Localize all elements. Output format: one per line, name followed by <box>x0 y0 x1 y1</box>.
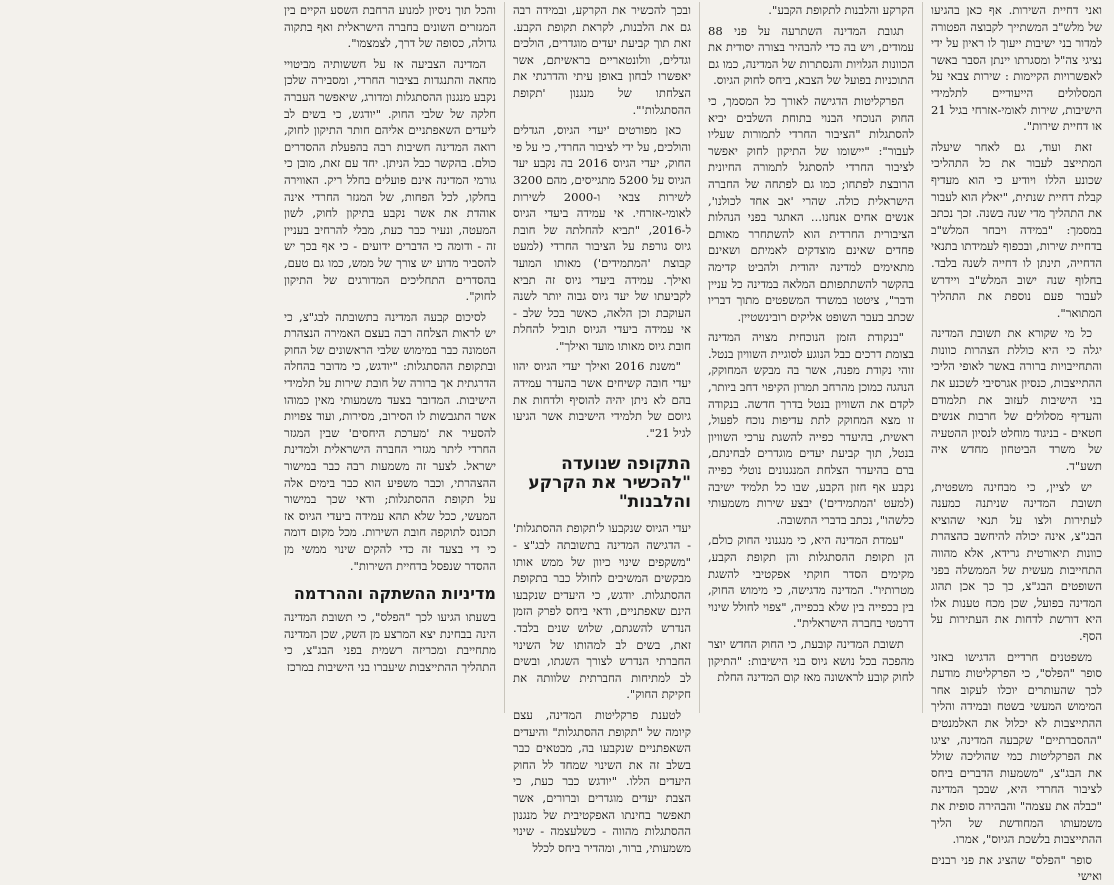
article-paragraph: תשובת המדינה קובעת, כי החוק החדש יוצר מהפכה בכל נושא גיוס בני הישיבות: "התיקון לחוק קובע לראשונה מאז קום המדינה החלת <box>708 636 914 685</box>
column-3 <box>504 2 699 855</box>
article-paragraph: משפטנים חרדיים הדגישו באזני סופר "הפלס", כי הפרקליטות מודעת לכך שהעותרים יוכלו לעקוב אחר המימוש המעשי בשטח ובמידה והליך ההתייצבות לא יכלול את האלמנטים "ההסברתיים" שקבעה המדינה, יציגו את הפרקליטות כמי שהוליכה שולל את הבג"צ, "משמעות הדברים ביחס לציבור החרדי היא, שבכך המדינה "כבלה את עצמה" והבהירה סופית את משמעותו המחודשת של הליך ההתייצבות בלשכת הגיוס", אמרו. <box>931 649 1102 847</box>
article-paragraph: ואני דחיית השירות. אף כאן בהגיעו של מלש"ב המשתייך לקבוצה הפטורה למדור בני ישיבות ייעוך לו ראיון על ידי נציגי צה"ל ומסגרתו יינתן הסבר באשר לאפשרויות הקיימות : שירות צבאי על המסלולים הייעודיים לתלמידי הישיבות, שירות לאומי-אזרחי בגיל 21 או דחיית שירות". <box>931 3 1102 134</box>
column-1 <box>922 2 1110 884</box>
article-paragraph: תגובת המדינה השתרעה על פני 88 עמודים, ויש בה כדי להבהיר בצורה יסודית את הכוונות הגלויות והנסתרות של המדינה, כמו גם התוכניות בפועל של הצבא, ביחס לחוק הגיוס. <box>708 23 914 88</box>
article-paragraph: "בנקודת הזמן הנוכחית מצויה המדינה בצומת דרכים כבל הנוגע לסוגיית השוויון בנטל. זוהי נקודת מפנה, אשר בה מבקש המחוקק, הנהגה כמוכן מהרחב תמרון הקיפוי דחב ביותר, לקדם את השוויון בנטל בדרך חדשה. בנקודה זו מצא המחוקק לתת עדיפות נוכח לפעול, ראשית, בהיעדר כפייה להשגת ערכי השוויון בנטל, תוך קביעת יעדים מוגדרים לבחינתם, ברם בהיעדר הצלחת המנגנונים נוטלי כפייה נקבע אף חזון הקבע, שבו כל תלמיד ישיבה (למעט 'המתמידים') יבצע שירות משמעותי כלשהו", נכתב בדברי התשובה. <box>708 330 914 527</box>
article-paragraph: "עמדת המדינה היא, כי מנגנוני החוק כולם, הן תקופת ההסתגלות והן תקופת הקבע, מקימים הסדר חוקתי אפקטיבי להשגת מטרותיו". המדינה מדגישה, כי מימוש החוק, בין בכפייה בין שלא בכפייה, "צפוי לחולל שינוי דרמטי בחברה הישראלית". <box>708 533 914 631</box>
article-paragraph: המדינה הצביעה אז על חששותיה מביטויי מחאה והתנגדות בציבור החרדי, ומסבירה שלכן נקבע מנגנון ההסתגלות ומדורג, שיאפשר העברה חלקה של שלבי החוק. "יודגש, כי בשים לב ליעדים השאפתניים אליהם חותר התיקון לחוק, רואה המדינה חשיבות רבה בהפעלת ההסדרים כולם. בהקשר כבל הניתן. יחד עם זאת, מובן כי גורמי המדינה אינם פועלים בחלל ריק. האווירה בחלקו, לכל הפחות, של המגזר החרדי אינה אוהדת את אשר נקבע בתיקון לחוק, לשון המעטה, ונעיר כבר כעת, מבלי להרחיב בעניין זה - ודומה כי הדברים ידועים - כי אף בכך יש להסביר מדוע יש צורך של ממש, כמו גם טעם, בהסדרים התחליכים המדורגים של התיקון לחוק". <box>284 56 496 304</box>
column-4 <box>276 2 504 713</box>
article-paragraph: כאן מפורטים 'יעדי הגיוס, הגדלים והולכים, על ידי לציבור החרדי, כי על פי החוק, יעדי הגיוס 2016 בה נקבע יעד הגיוס על 5200 מתגייסים, מהם 3200 לשירות צבאי ו-2000 לשירות לאומי-אזרחי. אי עמידה ביעדי הגיוס ל-2016, "תביא להחלתה של חובת גיוס גורפת על הציבור החרדי (למעט קבוצת 'המתמידים') מאותו המועד ואילך. עמידה ביעדי גיוס זה תביא לקביעתו של יעד גיוס גבוה יותר לשנה העוקבת וכן הלאה, כאשר בכל שלב - אי עמידה ביעדי הגיוס תוביל להחלת חובת גיוס מאותו מועד ואילך". <box>513 123 691 353</box>
article-paragraph: הקרקע והלבנות לתקופת הקבע". <box>768 3 914 17</box>
article-paragraph: הפרקליטות הדגישה לאורך כל המסמך, כי החוק הנוכחי הבנוי בתוחת השלבים יביא להסתגלות "הציבור החרדי לתמורות שעליו לעבור": "יישומו של התיקון לחוק יאפשר לציבור החרדי להסתגל לתמורה החיונית הרובצת לפתחו; כמו גם לפתחה של החברה הישראלית כולה. שהרי 'אב אחד לכולנו', אנשים אחים אנחנו... האתגר בפני הנהלות הציבורית החרדית הוא להשתחרר מאותם פחדים שאינם מוצדקים לאמיתם ושאינם מתאימים למדינה יהודית ולהביט קדימה בהקשר להשתתפותם המלאה במדינה כל עניין ודבר", ציטטו במשרד המשפטים מתוך דבריו שכתב בעבר השופט אליקים רובינשטיין. <box>708 93 914 324</box>
article-paragraph: יש לציין, כי מבחינה משפטית, תשובת המדינה שניתנה כמענה לעתירות ולצו על תנאי שהוציא הבג"צ, אינה יכולה להיחשב כהצהרת כוונות תיאורטית גרידא, אלא מהווה התחייבות מעשית של הממשלה בפני השופטים הבג"צ, כך כך אכן תהוג המדינה בפועל, שכן מכח טענות אלו היא דורשת לדחות את העתירות על הסף. <box>931 479 1102 643</box>
article-paragraph: יעדי הגיוס שנקבעו ל'תקופת ההסתגלות' - הדגישה המדינה בתשובתה לבג"צ - "משקפים שינוי כיוון של ממש אותו מבקשים המשיבים לחולל כבר בתקופת ההסתגלות. יודגש, כי היעדים שנקבעו הינם שאפתניים, ודאי ביחס לפרק הזמן הנדרש להשגתם, שלוש שנים בלבד. זאת, בשים לב למהותו של השינוי החברתי הנדרש לצורך השגתו, ובשים לב למתיחות החברתית שלוותה את חקיקת החוק". <box>513 521 691 702</box>
article-paragraph: סופר "הפלס" שהציג את פני רבנים ואישי <box>931 852 1102 884</box>
article-paragraph: כל מי שקורא את תשובת המדינה יגלה כי היא כוללת הצהרות כוונות והתחייבויות ברורה באשר לאופי הליכי ההתייצבות, כנסיון אגרסיבי לשכנע את בני הישיבות לעזוב את תלמודם והעדיף מסלולים של חרבות אנשים חטאים - בניגוד מוחלט לנסיון ההטעיה של משרד הביטחון מחדש איה תשע"ד. <box>931 326 1102 474</box>
section-subheading: מדיניות ההשתקה וההרדמה <box>293 584 496 604</box>
article-paragraph: לטענת פרקליטות המדינה, עצם קיומה של "תקופת ההסתגלות" והיעדים השאפתניים שנקבעו בה, מבטאים כבר בשלב זה את השינוי שמחד לל החוק היעדים הללו. "יודגש כבר כעת, כי הצבת יעדים מוגדרים וברורים, אשר תאפשר בחינתו האפקטיבית של מנגנון ההסתגלות מהווה - כשלעצמה - שינוי משמעותי, ברור, ומהדיר ביחס לכלל <box>513 707 691 855</box>
column-2 <box>699 2 922 713</box>
article-paragraph: ובכך להכשיר את הקרקע, ובמידה רבה גם את הלבנות, לקראת תקופת הקבע. זאת תוך קביעת יעדים מוגדרים, הולכים וגדלים, וולונטאריים בראשיתם, אשר יאפשרו לבחון באופן עיתי והדרגתי את הצלחתו של מנגנון 'תקופת ההסתגלות'". <box>513 3 691 117</box>
article-paragraph: לסיכום קבעה המדינה בתשובתה לבג"צ, כי יש לראות הצלחה רבה בעצם האמירה הנצהרת הטמונה כבר במימוש שלבי הראשונים של החוק ובתקופת ההסתגלות: "יודגש, כי מדובר בהחלה הדרגתית אך ברורה של חובת שירות על תלמידי הישיבות. המדובר בצעד משמעותי מאין כמוהו אשר התגבשות לו הסירוב, מסירות, ועוד צפויות להסעיר את 'מערכת היחסים' שבין המגזר החרדי ליתר מגזרי החברה הישראלית ולמדינת ישראל. לצער זה משמעות רבה כבר במישור ההצהרתי, וכבר משפיע הוא כבר בימים אלה על תקופת ההסתגלות; ודאי שכך במישור המעשי, ככל שלא תהא עמידה ביעדי הגיוס אז תכונס לתוקפה חובת השירות. מכל מקום דומה כי די בצעד זה כדי להקים שינוי ממשי מן ההסדר שנפסל בדחיית השירות". <box>284 309 496 573</box>
section-headline: התקופה שנועדה "להכשיר את הקרקע והלבנות" <box>528 454 691 513</box>
article-paragraph: בשעתו הגיעו לכך "הפלס", כי תשובת המדינה הינה בבחינת יצא המרצע מן השק, שכן המדינה מתחייבת ומכריזה רשמית בפני הבג"צ, כי התהליך ההתייצבות שיעברו בני הישיבות במרכז <box>284 610 496 674</box>
article-paragraph: "משנת 2016 ואילך יעדי הגיוס יהוו יעדי חובה קשיחים אשר בהעדר עמידה בהם לא ניתן יהיה להוסיף ולדחות את גיוסם של תלמידי הישיבות אשר הגיעו לגיל 21". <box>513 359 691 440</box>
article-paragraph: זאת ועוד, גם לאחר שיעלה המתייצב לעבור את כל התהליכי שכונע הללו ויודיע כי הוא מעדיף קבלת דחיית שנתית, "יאלץ הוא לעבור את התהליך מדי שנה בשנה. זכך נכתב במסמך: "במידה ויבחר המלש"ב בדחיית שירות, ובכפוף לעמידתו בתנאי הדחייה, תינתן לו דחייה לשנה בלבד. בחלוף שנה ישוב המלש"ב ויידרש לעבור פעם נוספת את התהליך המתואר". <box>931 139 1102 320</box>
article-paragraph: והכל תוך ניסיון למנוע הרחבת השסע הקיים בין המגזרים השונים בחברה הישראלית ואף בתקוה גדולה, כסופה של דרך, לצמצמו". <box>284 3 496 51</box>
